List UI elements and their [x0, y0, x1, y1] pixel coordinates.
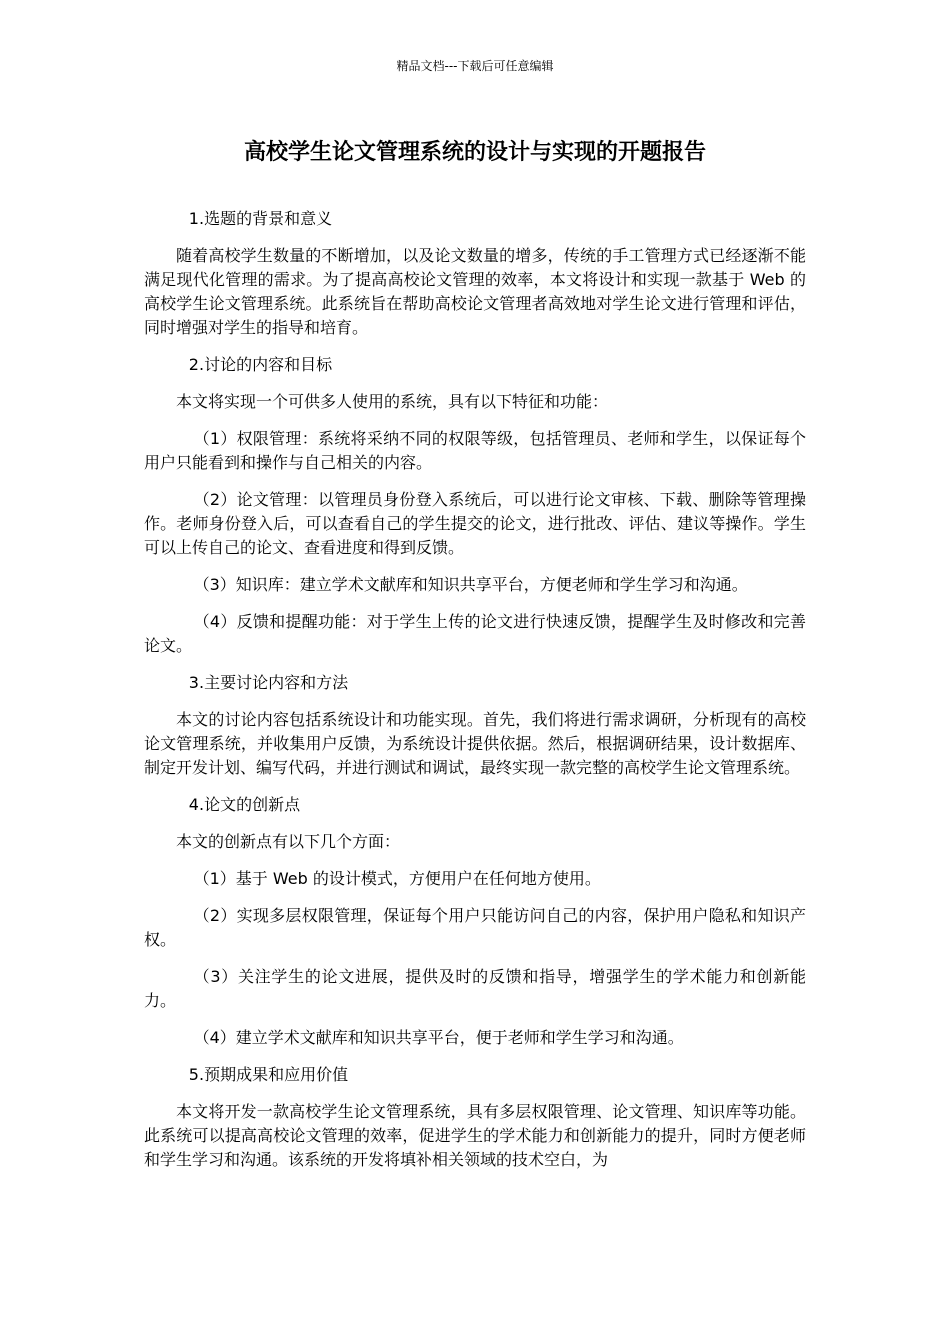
document-body: [144, 207, 806, 1172]
section-paragraph-3: 本文的讨论内容包括系统设计和功能实现。首先，我们将进行需求调研，分析现有的高校论文管理系统，并收集用户反馈，为系统设计提供依据。然后，根据调研结果，设计数据库、制定开发计划、编写代码，并进行测试和调试，最终实现一款完整的高校学生论文管理系统。: [144, 710, 806, 777]
feature-item-permissions: （1）权限管理：系统将采纳不同的权限等级，包括管理员、老师和学生，以保证每个用户只能看到和操作与自己相关的内容。: [144, 429, 806, 472]
section-heading-1: 1.选题的背景和意义: [188, 209, 333, 228]
innovation-item-permissions: （2）实现多层权限管理，保证每个用户只能访问自己的内容，保护用户隐私和知识产权。: [144, 906, 806, 949]
section-paragraph-5: 本文将开发一款高校学生论文管理系统，具有多层权限管理、论文管理、知识库等功能。此系统可以提高高校论文管理的效率，促进学生的学术能力和创新能力的提升，同时方便老师和学生学习和沟通。该系统的开发将填补相关领域的技术空白，为: [144, 1102, 806, 1169]
section-paragraph-4: 本文的创新点有以下几个方面：: [176, 832, 401, 851]
innovation-item-web: （1）基于 Web 的设计模式，方便用户在任何地方使用。: [193, 869, 601, 888]
section-heading-2: 2.讨论的内容和目标: [188, 355, 333, 374]
section-paragraph-2: 本文将实现一个可供多人使用的系统，具有以下特征和功能：: [176, 392, 609, 411]
section-paragraph-1: 随着高校学生数量的不断增加，以及论文数量的增多，传统的手工管理方式已经逐渐不能满足现代化管理的需求。为了提高高校论文管理的效率，本文将设计和实现一款基于 Web 的高校学生论文管理系统。此系统旨在帮助高校论文管理者高效地对学生论文进行管理和评估，同时增强对学生的指导和培育。: [144, 246, 806, 337]
document-title: 高校学生论文管理系统的设计与实现的开题报告: [243, 140, 706, 165]
section-heading-5: 5.预期成果和应用价值: [188, 1065, 349, 1084]
feature-item-thesis-management: （2）论文管理：以管理员身份登入系统后，可以进行论文审核、下载、删除等管理操作。老师身份登入后，可以查看自己的学生提交的论文，进行批改、评估、建议等操作。学生可以上传自己的论文、查看进度和得到反馈。: [144, 490, 806, 557]
section-heading-3: 3.主要讨论内容和方法: [188, 673, 349, 692]
innovation-item-knowledge-base: （4）建立学术文献库和知识共享平台，便于老师和学生学习和沟通。: [193, 1028, 684, 1047]
header-note: 精品文档---下载后可任意编辑: [396, 59, 554, 73]
section-heading-4: 4.论文的创新点: [188, 795, 301, 814]
innovation-item-progress: （3）关注学生的论文进展，提供及时的反馈和指导，增强学生的学术能力和创新能力。: [144, 967, 806, 1010]
feature-item-feedback: （4）反馈和提醒功能：对于学生上传的论文进行快速反馈，提醒学生及时修改和完善论文。: [144, 612, 806, 655]
feature-item-knowledge-base: （3）知识库：建立学术文献库和知识共享平台，方便老师和学生学习和沟通。: [193, 575, 748, 594]
